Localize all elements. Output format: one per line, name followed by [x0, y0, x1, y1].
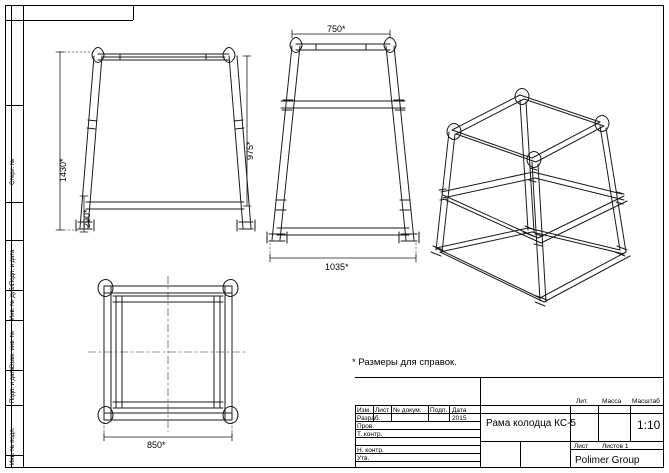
tb-scale-value: 1:10	[637, 418, 661, 432]
tb-col8	[598, 405, 599, 441]
tb-col5	[449, 405, 450, 421]
dim-front-top: 750*	[327, 24, 346, 34]
tb-row-label-utv: Утв.	[357, 455, 370, 462]
dim-plan-width: 850*	[147, 440, 166, 450]
tb-organization: Polimer Group	[575, 455, 640, 466]
dim-side-mid: 975*	[245, 141, 255, 160]
tb-top	[355, 377, 663, 378]
tb-col10	[520, 441, 521, 467]
tb-col-label-doc: № докум.	[393, 407, 422, 414]
tb-right-mid	[480, 441, 663, 442]
margin-label-3: Взам. инв. №	[10, 330, 16, 368]
tb-col3	[391, 405, 392, 421]
tb-col4	[428, 405, 429, 421]
tb-col9	[630, 405, 631, 441]
reference-note: * Размеры для справок.	[352, 357, 457, 368]
tb-col1	[355, 405, 356, 467]
tb-row6	[355, 445, 480, 446]
margin-label-0: Стерх. №	[10, 158, 16, 185]
tb-col7	[570, 405, 571, 467]
tb-massa-label: Масса	[602, 398, 622, 405]
dim-side-total: 1430*	[58, 158, 68, 182]
tb-col-label-izm: Изм.	[357, 407, 371, 414]
tb-col-label-list: Лист	[375, 407, 390, 414]
margin-label-2: Инв. № дубл.	[10, 282, 16, 320]
tb-drawing-title: Рама колодца КС-5	[486, 418, 576, 429]
tb-row-label-razrab: Разраб.	[357, 415, 381, 422]
margin-label-1: Подп. и дата	[10, 249, 16, 285]
tb-col-label-podp: Подп.	[430, 407, 448, 414]
dim-side-low: 290*	[82, 209, 92, 228]
tb-row-label-prov: Пров.	[357, 423, 375, 430]
tb-col-label-data: Дата	[452, 407, 467, 414]
tb-row-label-tkontr: Т. контр.	[357, 431, 383, 438]
tb-date-value: 2015	[452, 415, 467, 422]
tb-masshtab-label: Масштаб	[632, 398, 660, 405]
tb-col6	[480, 377, 481, 467]
tb-row1	[355, 405, 663, 406]
tb-row-label-nkontr: Н. контр.	[357, 447, 384, 454]
dim-front-bottom: 1035*	[325, 262, 349, 272]
margin-label-4: Подп. и дата	[10, 367, 16, 403]
tb-lit-label: Лит.	[576, 398, 588, 405]
margin-label-5: Инв. № подл.	[10, 427, 16, 465]
tb-row8	[355, 461, 480, 462]
tb-list-label: Лист	[574, 443, 589, 450]
tb-listov-label: Листов 1	[602, 443, 629, 450]
